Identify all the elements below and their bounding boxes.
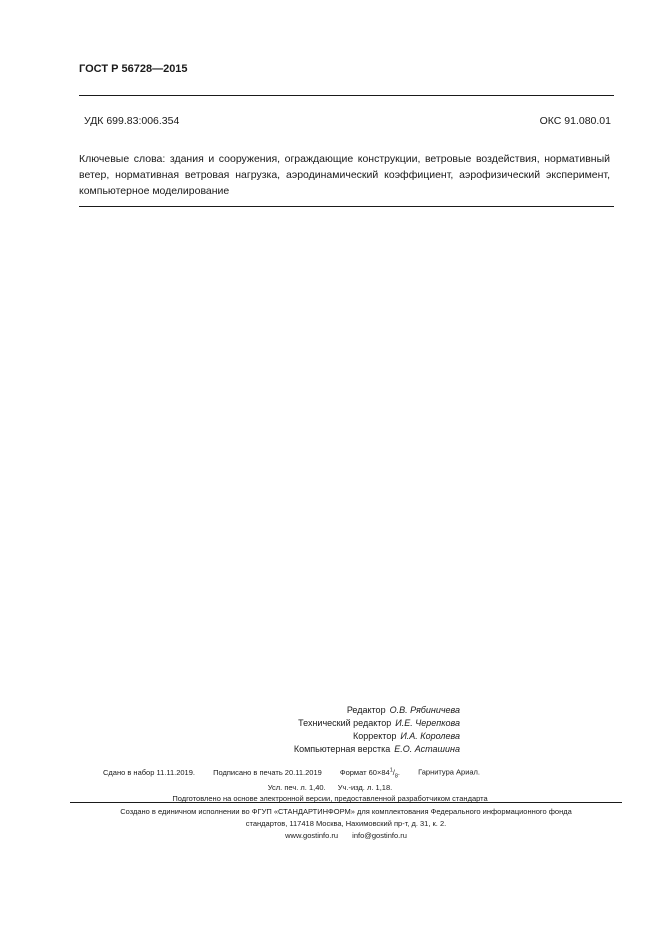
prepared-note: Подготовлено на основе электронной версии, предоставленной разработчиком стандарта (172, 794, 488, 803)
credit-role: Редактор (346, 705, 386, 715)
publisher-line2: стандартов, 117418 Москва, Нахимовский пр-т, д. 31, к. 2. (245, 819, 447, 828)
credit-role: Технический редактор (298, 718, 392, 728)
credit-proofreader (200, 730, 460, 743)
print-info-block (90, 765, 570, 804)
publisher-divider (70, 802, 622, 803)
credit-name: И.Е. Черепкова (395, 718, 460, 728)
credit-name: Е.О. Асташина (394, 744, 460, 754)
credit-name: И.А. Королева (400, 731, 460, 741)
credit-editor (200, 704, 460, 717)
oks-code: ОКС 91.080.01 (539, 115, 611, 127)
signed-date: Подписано в печать 20.11.2019 (213, 767, 322, 777)
website-link[interactable]: www.gostinfo.ru (285, 831, 339, 840)
top-divider (79, 95, 614, 96)
publisher-block (70, 806, 622, 842)
credit-role: Корректор (353, 731, 397, 741)
sheets-row (90, 782, 570, 793)
credit-name: О.В. Рябиничева (389, 705, 460, 715)
print-sheets: Усл. печ. л. 1,40. (267, 783, 326, 792)
publishing-sheets: Уч.-изд. л. 1,18. (337, 783, 393, 792)
paper-format: Формат $60\times 84^1/_8$. (339, 767, 400, 779)
udk-code: УДК 699.83:006.354 (84, 115, 180, 127)
print-info-row (90, 765, 570, 782)
credit-role: Компьютерная верстка (293, 744, 391, 754)
font-name: Гарнитура Ариал. (418, 767, 481, 777)
keywords-divider (79, 206, 614, 207)
keywords-paragraph: Ключевые слова: здания и сооружения, ограждающие конструкции, ветровые воздействия, нормативный ветер, нормативная ветровая нагрузка, аэродинамический коэффициент, аэрофизический эксперимент, компьютерное моделирование (79, 153, 610, 197)
submitted-date: Сдано в набор 11.11.2019. (103, 767, 195, 777)
credits-block (200, 704, 460, 756)
document-code: ГОСТ Р 56728—2015 (79, 63, 188, 75)
credit-tech-editor (200, 717, 460, 730)
publisher-contacts (70, 830, 622, 842)
email-link[interactable]: info@gostinfo.ru (352, 831, 407, 840)
credit-layout (200, 743, 460, 756)
publisher-line1: Создано в единичном исполнении во ФГУП «СТАНДАРТИНФОРМ» для комплектования Федерального информационного фонда (120, 807, 572, 816)
